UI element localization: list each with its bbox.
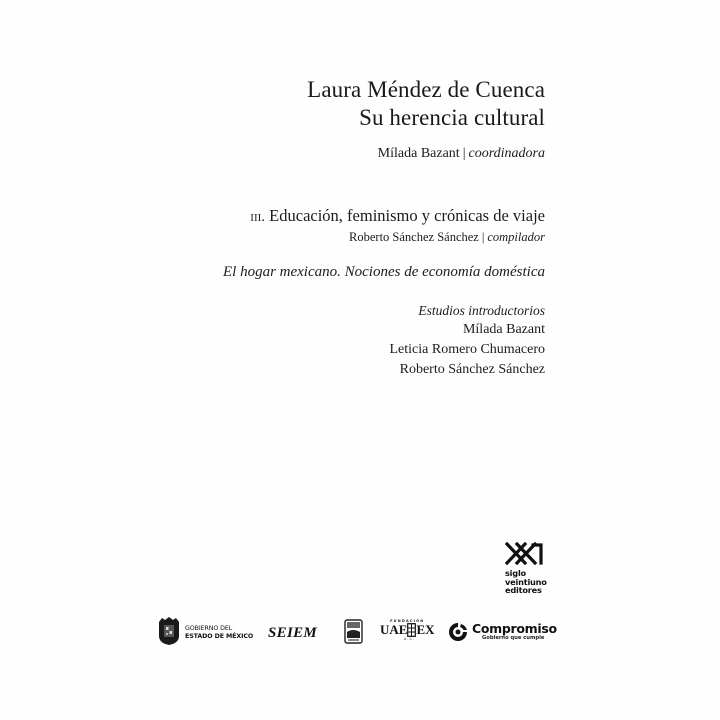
coordinator-credit (378, 146, 545, 162)
separator: | (462, 146, 466, 161)
fundacion-uaemex-logo (380, 619, 435, 641)
intro-author: Leticia Romero Chumacero (389, 342, 545, 357)
book-title-line1: Laura Méndez de Cuenca (307, 77, 545, 102)
compromiso-name: Compromiso (472, 621, 557, 636)
uaemex-left: UAE (380, 622, 408, 637)
uaemex-right: EX (416, 622, 435, 637)
volume-title-text: Educación, feminismo y crónicas de viaje (269, 206, 545, 225)
siglo-xxi-logo-icon (505, 542, 545, 565)
compiler-name: Roberto Sánchez Sánchez (349, 230, 479, 244)
gobierno-line1: GOBIERNO DEL (185, 625, 233, 632)
separator: | (481, 230, 485, 244)
publisher-line: veintiuno (505, 576, 547, 587)
compiler-role: compilador (487, 230, 545, 244)
uaemex-building-icon (407, 623, 416, 637)
publisher-name (505, 569, 547, 595)
compromiso-tagline: Gobierno que cumple (482, 635, 545, 641)
seiem-logo: SEIEM (268, 625, 318, 641)
coordinator-name: Mílada Bazant (377, 146, 460, 161)
estado-de-mexico-shield-icon (157, 616, 181, 646)
compromiso-logo (472, 622, 557, 642)
compromiso-swirl-icon (447, 621, 469, 643)
gobierno-line2: ESTADO DE MÉXICO (185, 633, 254, 640)
coordinator-role: coordinadora (468, 146, 545, 161)
volume-number: iii. (250, 209, 266, 225)
publisher-logo (505, 542, 547, 595)
institutional-shield-icon (344, 619, 363, 644)
volume-title (250, 206, 545, 226)
uaemex-fundacion: FUNDACIÓN (390, 619, 425, 623)
publisher-line: siglo (505, 568, 526, 578)
work-title: El hogar mexicano. Nociones de economía doméstica (222, 264, 545, 280)
introductory-studies-heading: Estudios introductorios (418, 303, 545, 318)
publisher-line: editores (505, 585, 542, 596)
uaemex-ac: A.C. (404, 637, 416, 641)
intro-author: Roberto Sánchez Sánchez (399, 362, 545, 377)
book-subtitle: Su herencia cultural (359, 105, 545, 130)
gobierno-estado-mexico-logo (185, 625, 253, 641)
compiler-credit (349, 230, 545, 245)
uaemex-name (380, 623, 435, 637)
sponsor-logos (150, 612, 570, 657)
intro-author: Mílada Bazant (462, 322, 545, 337)
